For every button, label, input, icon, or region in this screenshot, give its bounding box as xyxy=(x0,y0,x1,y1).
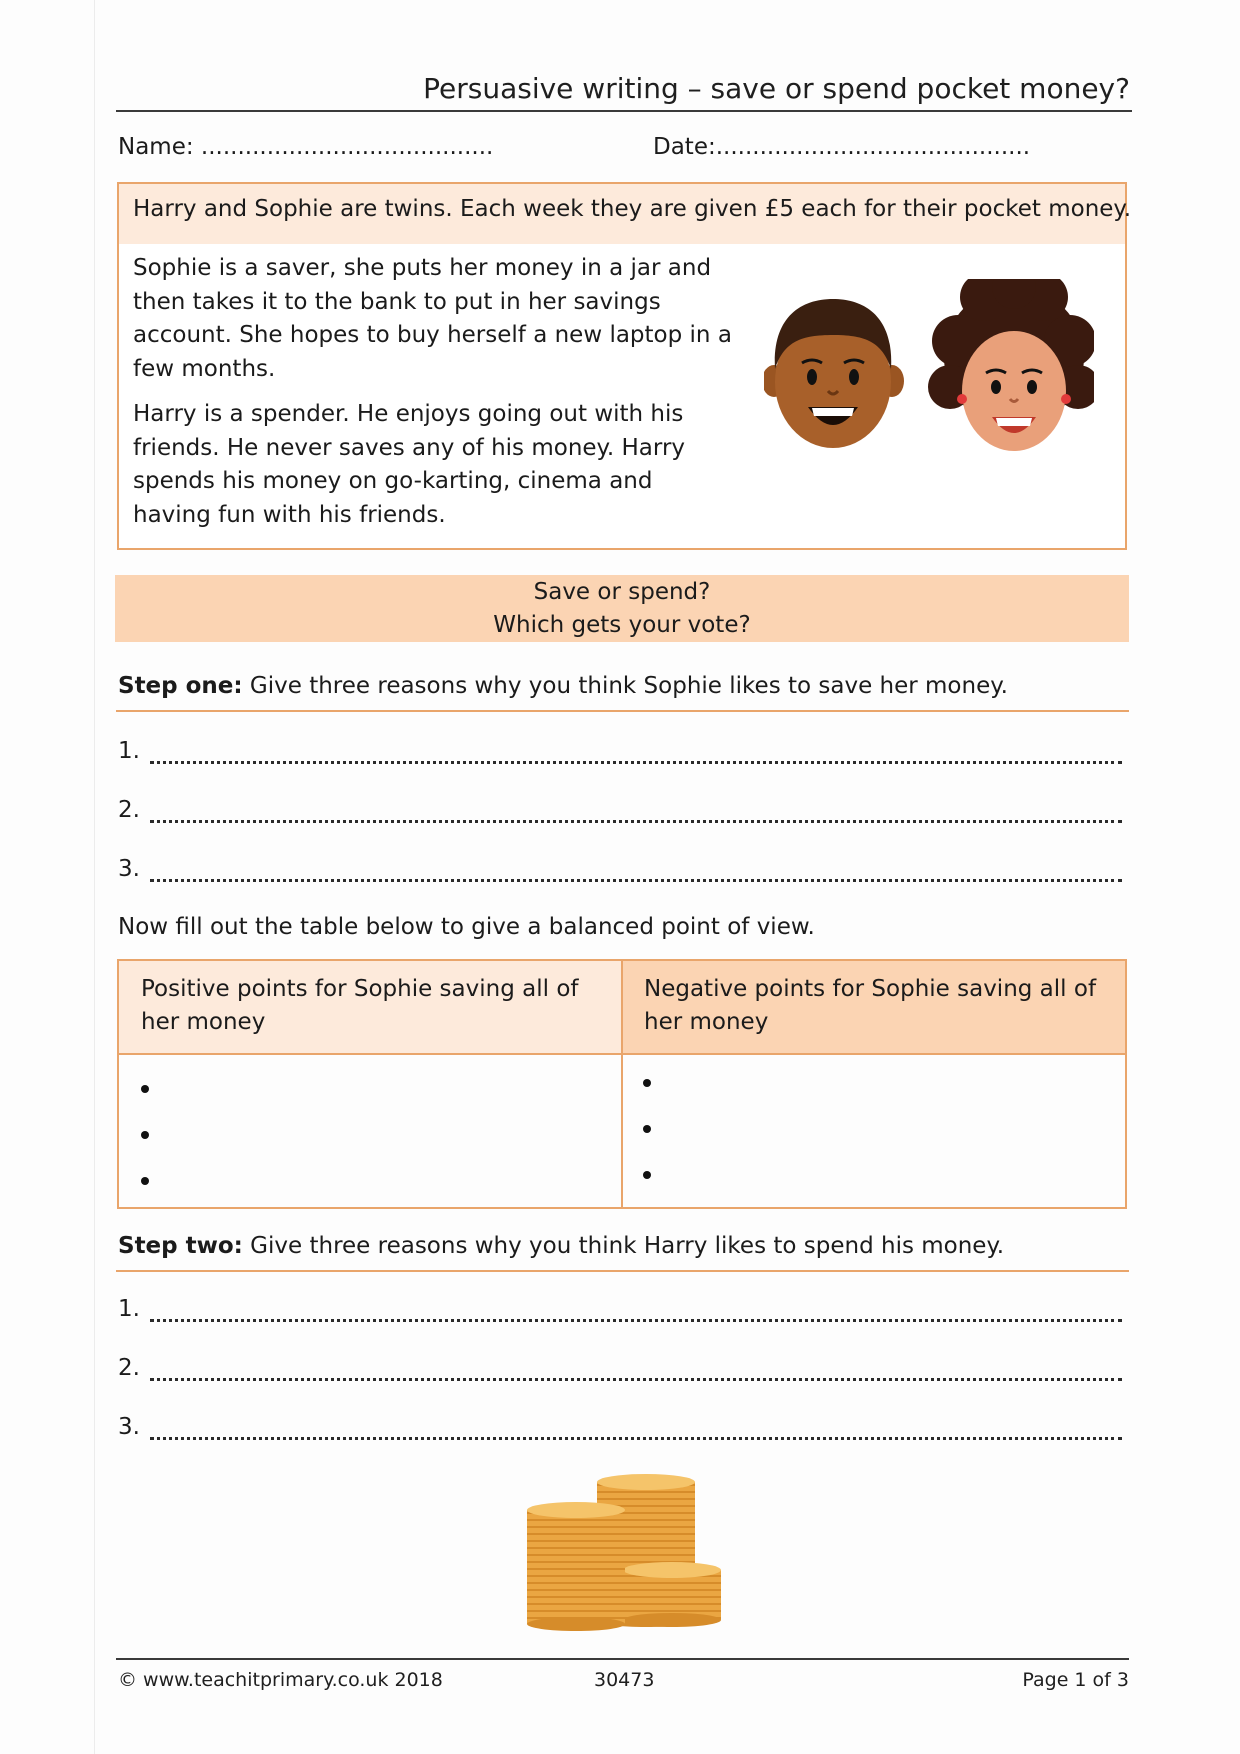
positive-bullet-icon[interactable] xyxy=(141,1177,149,1185)
step-one-answer-2[interactable] xyxy=(118,797,1128,829)
harry-description: Harry is a spender. He enjoys going out with his friends. He never saves any of his money. Harry spends his money on go-karting, cinema and having fun with his friends. xyxy=(133,401,686,528)
intro-heading: Harry and Sophie are twins. Each week they are given £5 each for their pocket money. xyxy=(119,184,1125,244)
positive-points-header: Positive points for Sophie saving all of her money xyxy=(119,961,622,1055)
table-instruction: Now fill out the table below to give a balanced point of view. xyxy=(118,914,815,940)
name-field[interactable]: Name: ........................................ xyxy=(118,134,494,160)
step-two-label: Step two: xyxy=(118,1233,243,1259)
footer-page-number: Page 1 of 3 xyxy=(1022,1669,1129,1691)
name-date-row xyxy=(118,134,1128,168)
step-one-label: Step one: xyxy=(118,673,243,699)
footer-copyright: © www.teachitprimary.co.uk 2018 xyxy=(118,1669,443,1691)
negative-bullet-icon[interactable] xyxy=(643,1125,651,1133)
step-two-answer-1[interactable] xyxy=(118,1296,1128,1328)
step-one-prompt xyxy=(118,673,1128,699)
answer-line[interactable] xyxy=(150,1378,1122,1381)
date-field[interactable]: Date:........................................... xyxy=(653,134,1031,160)
answer-number: 3. xyxy=(118,1414,140,1440)
column-divider xyxy=(621,961,623,1207)
sophie-face-icon xyxy=(928,279,1094,451)
step-two-rule xyxy=(116,1270,1129,1272)
answer-line[interactable] xyxy=(150,1319,1122,1322)
banner-line-2: Which gets your vote? xyxy=(493,612,751,638)
intro-box xyxy=(117,182,1132,550)
answer-number: 2. xyxy=(118,797,140,823)
positive-bullet-icon[interactable] xyxy=(141,1131,149,1139)
harry-face-icon xyxy=(764,299,904,448)
page-edge xyxy=(94,0,95,1754)
vote-banner xyxy=(115,575,1129,642)
sophie-description: Sophie is a saver, she puts her money in a jar and then takes it to the bank to put in her savings account. She hopes to buy herself a new laptop in a few months. xyxy=(133,255,732,382)
twins-faces-illustration xyxy=(764,279,1094,479)
step-two-answer-2[interactable] xyxy=(118,1355,1128,1387)
negative-points-header: Negative points for Sophie saving all of her money xyxy=(622,961,1125,1055)
step-two-answer-3[interactable] xyxy=(118,1414,1128,1446)
answer-line[interactable] xyxy=(150,761,1122,764)
intro-body xyxy=(133,252,733,544)
step-two-text: Give three reasons why you think Harry likes to spend his money. xyxy=(242,1233,1005,1259)
negative-bullet-icon[interactable] xyxy=(643,1079,651,1087)
answer-line[interactable] xyxy=(150,820,1122,823)
step-one-answer-3[interactable] xyxy=(118,856,1128,888)
step-one-answer-1[interactable] xyxy=(118,738,1128,770)
page-title: Persuasive writing – save or spend pocket money? xyxy=(423,72,1130,105)
answer-number: 1. xyxy=(118,1296,140,1322)
banner-line-1: Save or spend? xyxy=(533,579,711,605)
points-table xyxy=(117,959,1127,1209)
answer-number: 1. xyxy=(118,738,140,764)
coin-stacks-icon xyxy=(525,1472,721,1632)
step-two-prompt xyxy=(118,1233,1128,1259)
page-header xyxy=(116,70,1132,112)
answer-line[interactable] xyxy=(150,1437,1122,1440)
negative-bullet-icon[interactable] xyxy=(643,1171,651,1179)
step-one-rule xyxy=(116,710,1129,712)
footer-code: 30473 xyxy=(594,1669,655,1691)
positive-bullet-icon[interactable] xyxy=(141,1085,149,1093)
answer-line[interactable] xyxy=(150,879,1122,882)
answer-number: 2. xyxy=(118,1355,140,1381)
answer-number: 3. xyxy=(118,856,140,882)
step-one-text: Give three reasons why you think Sophie likes to save her money. xyxy=(242,673,1008,699)
footer-rule xyxy=(116,1658,1129,1660)
